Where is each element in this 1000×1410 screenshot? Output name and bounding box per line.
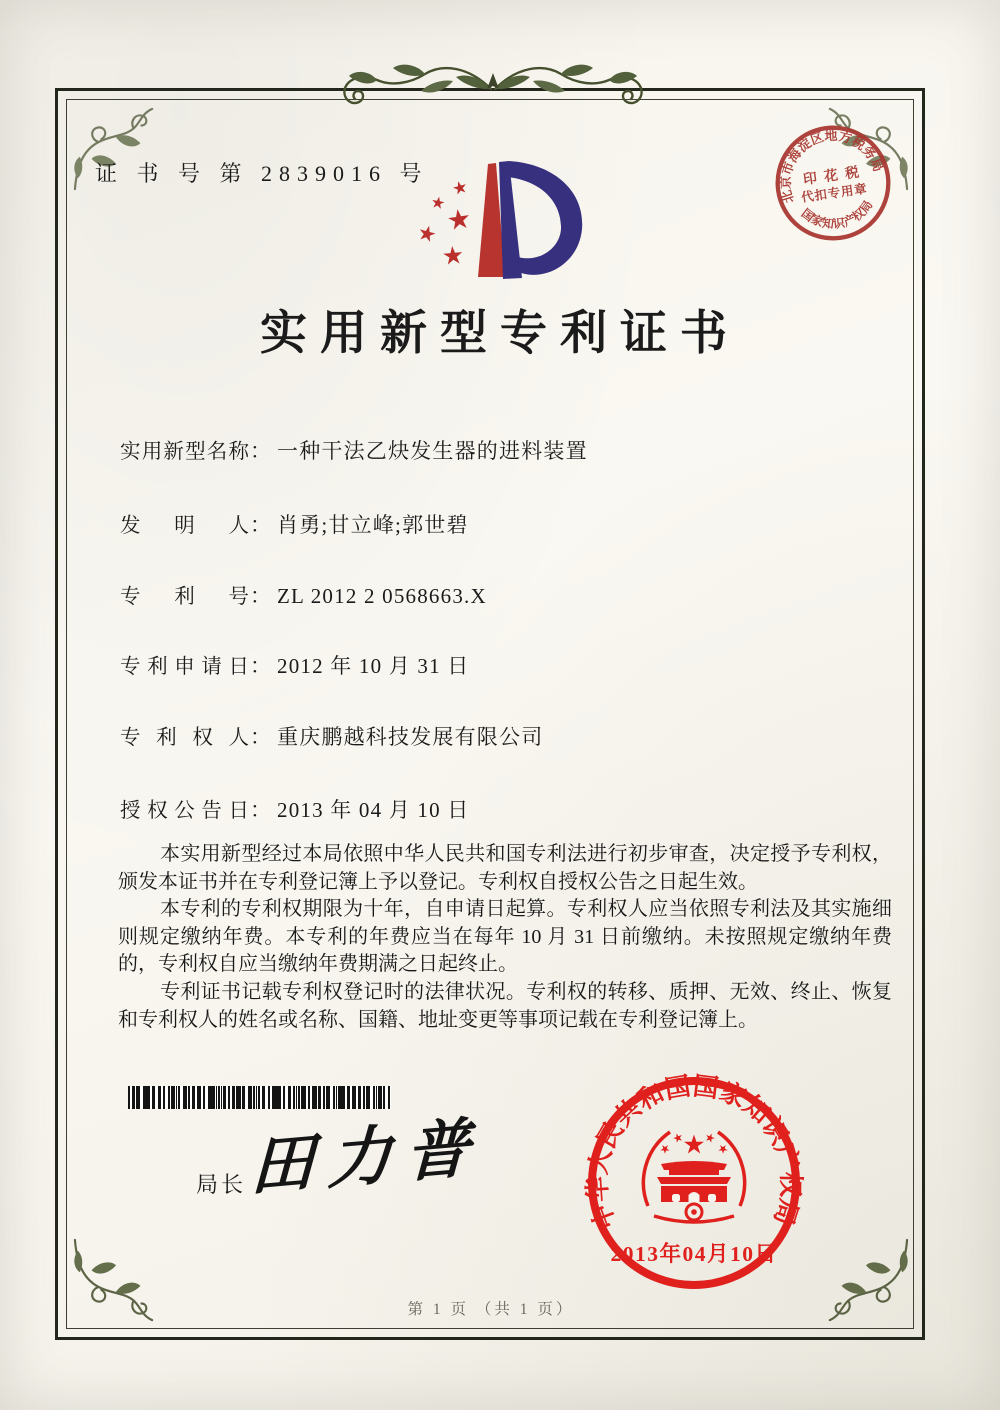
legal-text-block: [118, 841, 892, 1034]
field-label: 专利号: [120, 586, 249, 608]
field-value: 2013 年 04 月 10 日: [277, 798, 470, 822]
field-value: 重庆鹏越科技发展有限公司: [277, 725, 544, 749]
tax-stamp-line1: 印 花 税: [802, 164, 862, 188]
top-scrollwork-ornament: [333, 55, 653, 129]
field-label: 发明人: [120, 515, 249, 537]
certificate-number: 证 书 号 第 2839016 号: [95, 161, 429, 186]
signer-role-label: 局长: [196, 1172, 247, 1197]
field-label: 专利权人: [120, 727, 249, 749]
field-patentee: 专利权人： 重庆鹏越科技发展有限公司: [120, 720, 543, 751]
field-application-date: 专利申请日： 2012 年 10 月 31 日: [120, 649, 469, 680]
patent-office-logo-icon: [405, 146, 595, 296]
paragraph-register: 专利证书记载专利权登记时的法律状况。专利权的转移、质押、无效、终止、恢复和专利权人的姓名或名称、国籍、地址变更等事项记载在专利登记簿上。: [118, 980, 892, 1031]
tax-stamp-arc-bottom: 国家知识产权局: [798, 197, 876, 232]
field-value: 肖勇;甘立峰;郭世碧: [277, 513, 469, 537]
seal-ring-text: 中华人民共和国国家知识产权局: [582, 1071, 806, 1234]
field-label: 授权公告日: [120, 800, 249, 822]
field-value: 2012 年 10 月 31 日: [277, 654, 470, 678]
field-value: ZL 2012 2 0568663.X: [277, 584, 487, 608]
field-value: 一种干法乙炔发生器的进料装置: [277, 439, 588, 463]
field-grant-publication-date: 授权公告日： 2013 年 04 月 10 日: [120, 793, 469, 824]
official-seal: [569, 1058, 819, 1308]
field-label: 专利申请日: [120, 656, 249, 678]
logo-blue-bowl: [507, 161, 582, 275]
barcode: [128, 1086, 391, 1109]
tax-stamp-line2: 代扣专用章: [800, 181, 869, 205]
field-label: 实用新型名称: [120, 441, 249, 463]
director-signature: 田力普: [249, 1111, 485, 1204]
national-emblem-icon: [643, 1132, 744, 1222]
field-inventors: 发明人： 肖勇;甘立峰;郭世碧: [120, 508, 469, 539]
seal-date: 2013年04月10日: [610, 1242, 778, 1266]
page-number-footer: 第 1 页 （共 1 页）: [407, 1301, 575, 1318]
logo-stars: [417, 180, 470, 265]
paragraph-term-fees: 本专利的专利权期限为十年，自申请日起算。专利权人应当依照专利法及其实施细则规定缴纳年费。本专利的年费应当在每年 10 月 31 日前缴纳。未按照规定缴纳年费的，专利权自应当缴纳年费期满之日起终止。: [118, 898, 892, 976]
tax-stamp-arc-top: 北京市海淀区地方税务局: [779, 128, 886, 205]
field-utility-model-name: 实用新型名称： 一种干法乙炔发生器的进料装置: [120, 434, 588, 465]
tax-stamp: [771, 121, 895, 245]
field-patent-number: 专利号： ZL 2012 2 0568663.X: [120, 579, 487, 610]
page-title: 实用新型专利证书: [260, 308, 740, 360]
paragraph-grant: 本实用新型经过本局依照中华人民共和国专利法进行初步审查，决定授予专利权，颁发本证书并在专利登记簿上予以登记。专利权自授权公告之日起生效。: [118, 843, 892, 893]
